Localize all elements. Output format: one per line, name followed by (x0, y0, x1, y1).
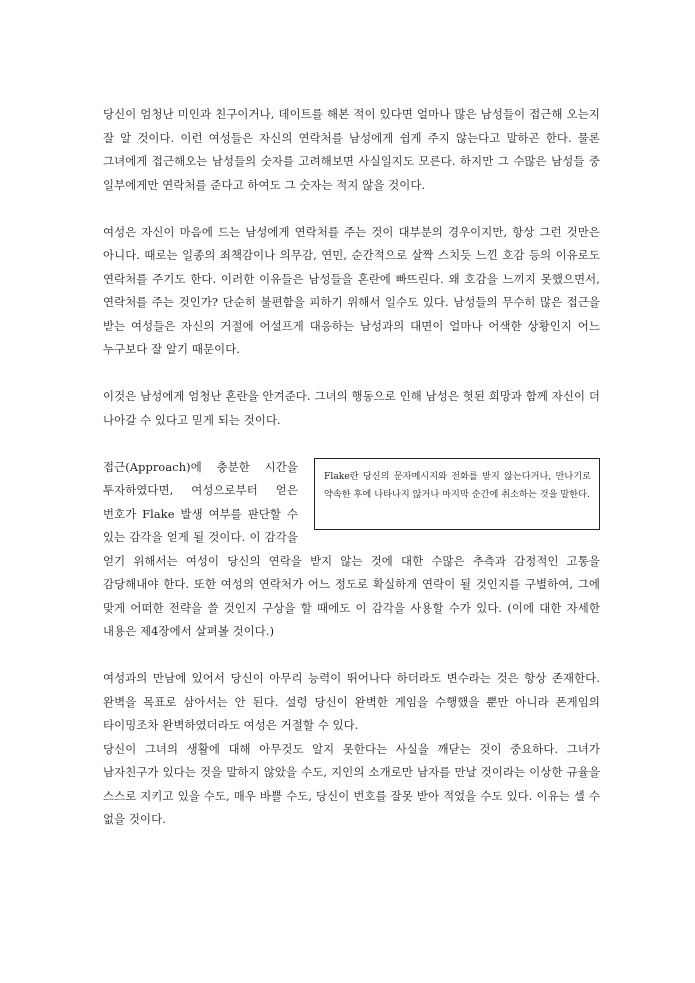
paragraph-5: 여성과의 만남에 있어서 당신이 아무리 능력이 뛰어나다 하더라도 변수라는 것은 항상 존재한다. 완벽을 목표로 삼아서는 안 된다. 설령 당신이 완벽한 게임을 수행했을 뿐만 아니라 폰게임의 타이밍조차 완벽하였더라도 여성은 거절할 수 있다. (103, 671, 600, 732)
paragraph-1: 당신이 엄청난 미인과 친구이거나, 데이트를 해본 적이 있다면 얼마나 많은 남성들이 접근해 오는지 잘 알 것이다. 이런 여성들은 자신의 연락처를 남성에게 쉽게 주지 않는다고 말하곤 한다. 물론 그녀에게 접근해오는 남성들의 숫자를 고려해보면 사실일지도 모른다. 하지만 그 수많은 남성들 중 일부에게만 연락처를 준다고 하여도 그 숫자는 적지 않을 것이다. (103, 107, 600, 192)
paragraph-gap (103, 644, 600, 668)
document-page (103, 103, 600, 832)
paragraph-gap (103, 432, 600, 456)
paragraph-4: 접근(Approach)에 충분한 시간을 투자하였다면, 여성으로부터 얻은 번호가 Flake 발생 여부를 판단할 수 있는 감각을 얻게 될 것이다. 이 감각을 얻기 위해서는 여성이 당신의 연락을 받지 않는 것에 대한 수많은 추측과 감정적인 고통을 감당해내야 한다. 또한 여성의 연락처가 어느 정도로 확실하게 연락이 될 것인지를 구별하여, 그에 맞게 어떠한 전략을 쓸 것인지 구상을 할 때에도 이 감각을 사용할 수가 있다. (이에 대한 자세한 내용은 제4장에서 살펴볼 것이다.) (103, 459, 600, 638)
flake-definition-box: Flake란 당신의 문자메시지와 전화를 받지 않는다거나, 만나기로 약속한 후에 나타나지 않거나 마지막 순간에 취소하는 것을 말한다. (314, 458, 600, 530)
paragraph-3: 이것은 남성에게 엄청난 혼란을 안겨준다. 그녀의 행동으로 인해 남성은 헛된 희망과 함께 자신이 더 나아갈 수 있다고 믿게 되는 것이다. (103, 389, 600, 427)
paragraph-gap (103, 197, 600, 221)
paragraph-6: 당신이 그녀의 생활에 대해 아무것도 알지 못한다는 사실을 깨닫는 것이 중요하다. 그녀가 남자친구가 있다는 것을 말하지 않았을 수도, 지인의 소개로만 남자를 만날 것이라는 이상한 규율을 스스로 지키고 있을 수도, 매우 바쁠 수도, 당신이 번호를 잘못 받아 적었을 수도 있다. 이유는 셀 수 없을 것이다. (103, 741, 600, 826)
paragraph-2: 여성은 자신이 마음에 드는 남성에게 연락처를 주는 것이 대부분의 경우이지만, 항상 그런 것만은 아니다. 때로는 일종의 죄책감이나 의무감, 연민, 순간적으로 살짝 스치듯 느낀 호감 등의 이유로도 연락처를 주기도 한다. 이러한 이유들은 남성들을 혼란에 빠뜨린다. 왜 호감을 느끼지 못했으면서, 연락처를 주는 것인가? 단순히 불편함을 피하기 위해서 일수도 있다. 남성들의 무수히 많은 접근을 받는 여성들은 자신의 거절에 어설프게 대응하는 남성과의 대면이 얼마나 어색한 상황인지 어느 누구보다 잘 알기 때문이다. (103, 224, 600, 356)
paragraph-gap (103, 362, 600, 386)
